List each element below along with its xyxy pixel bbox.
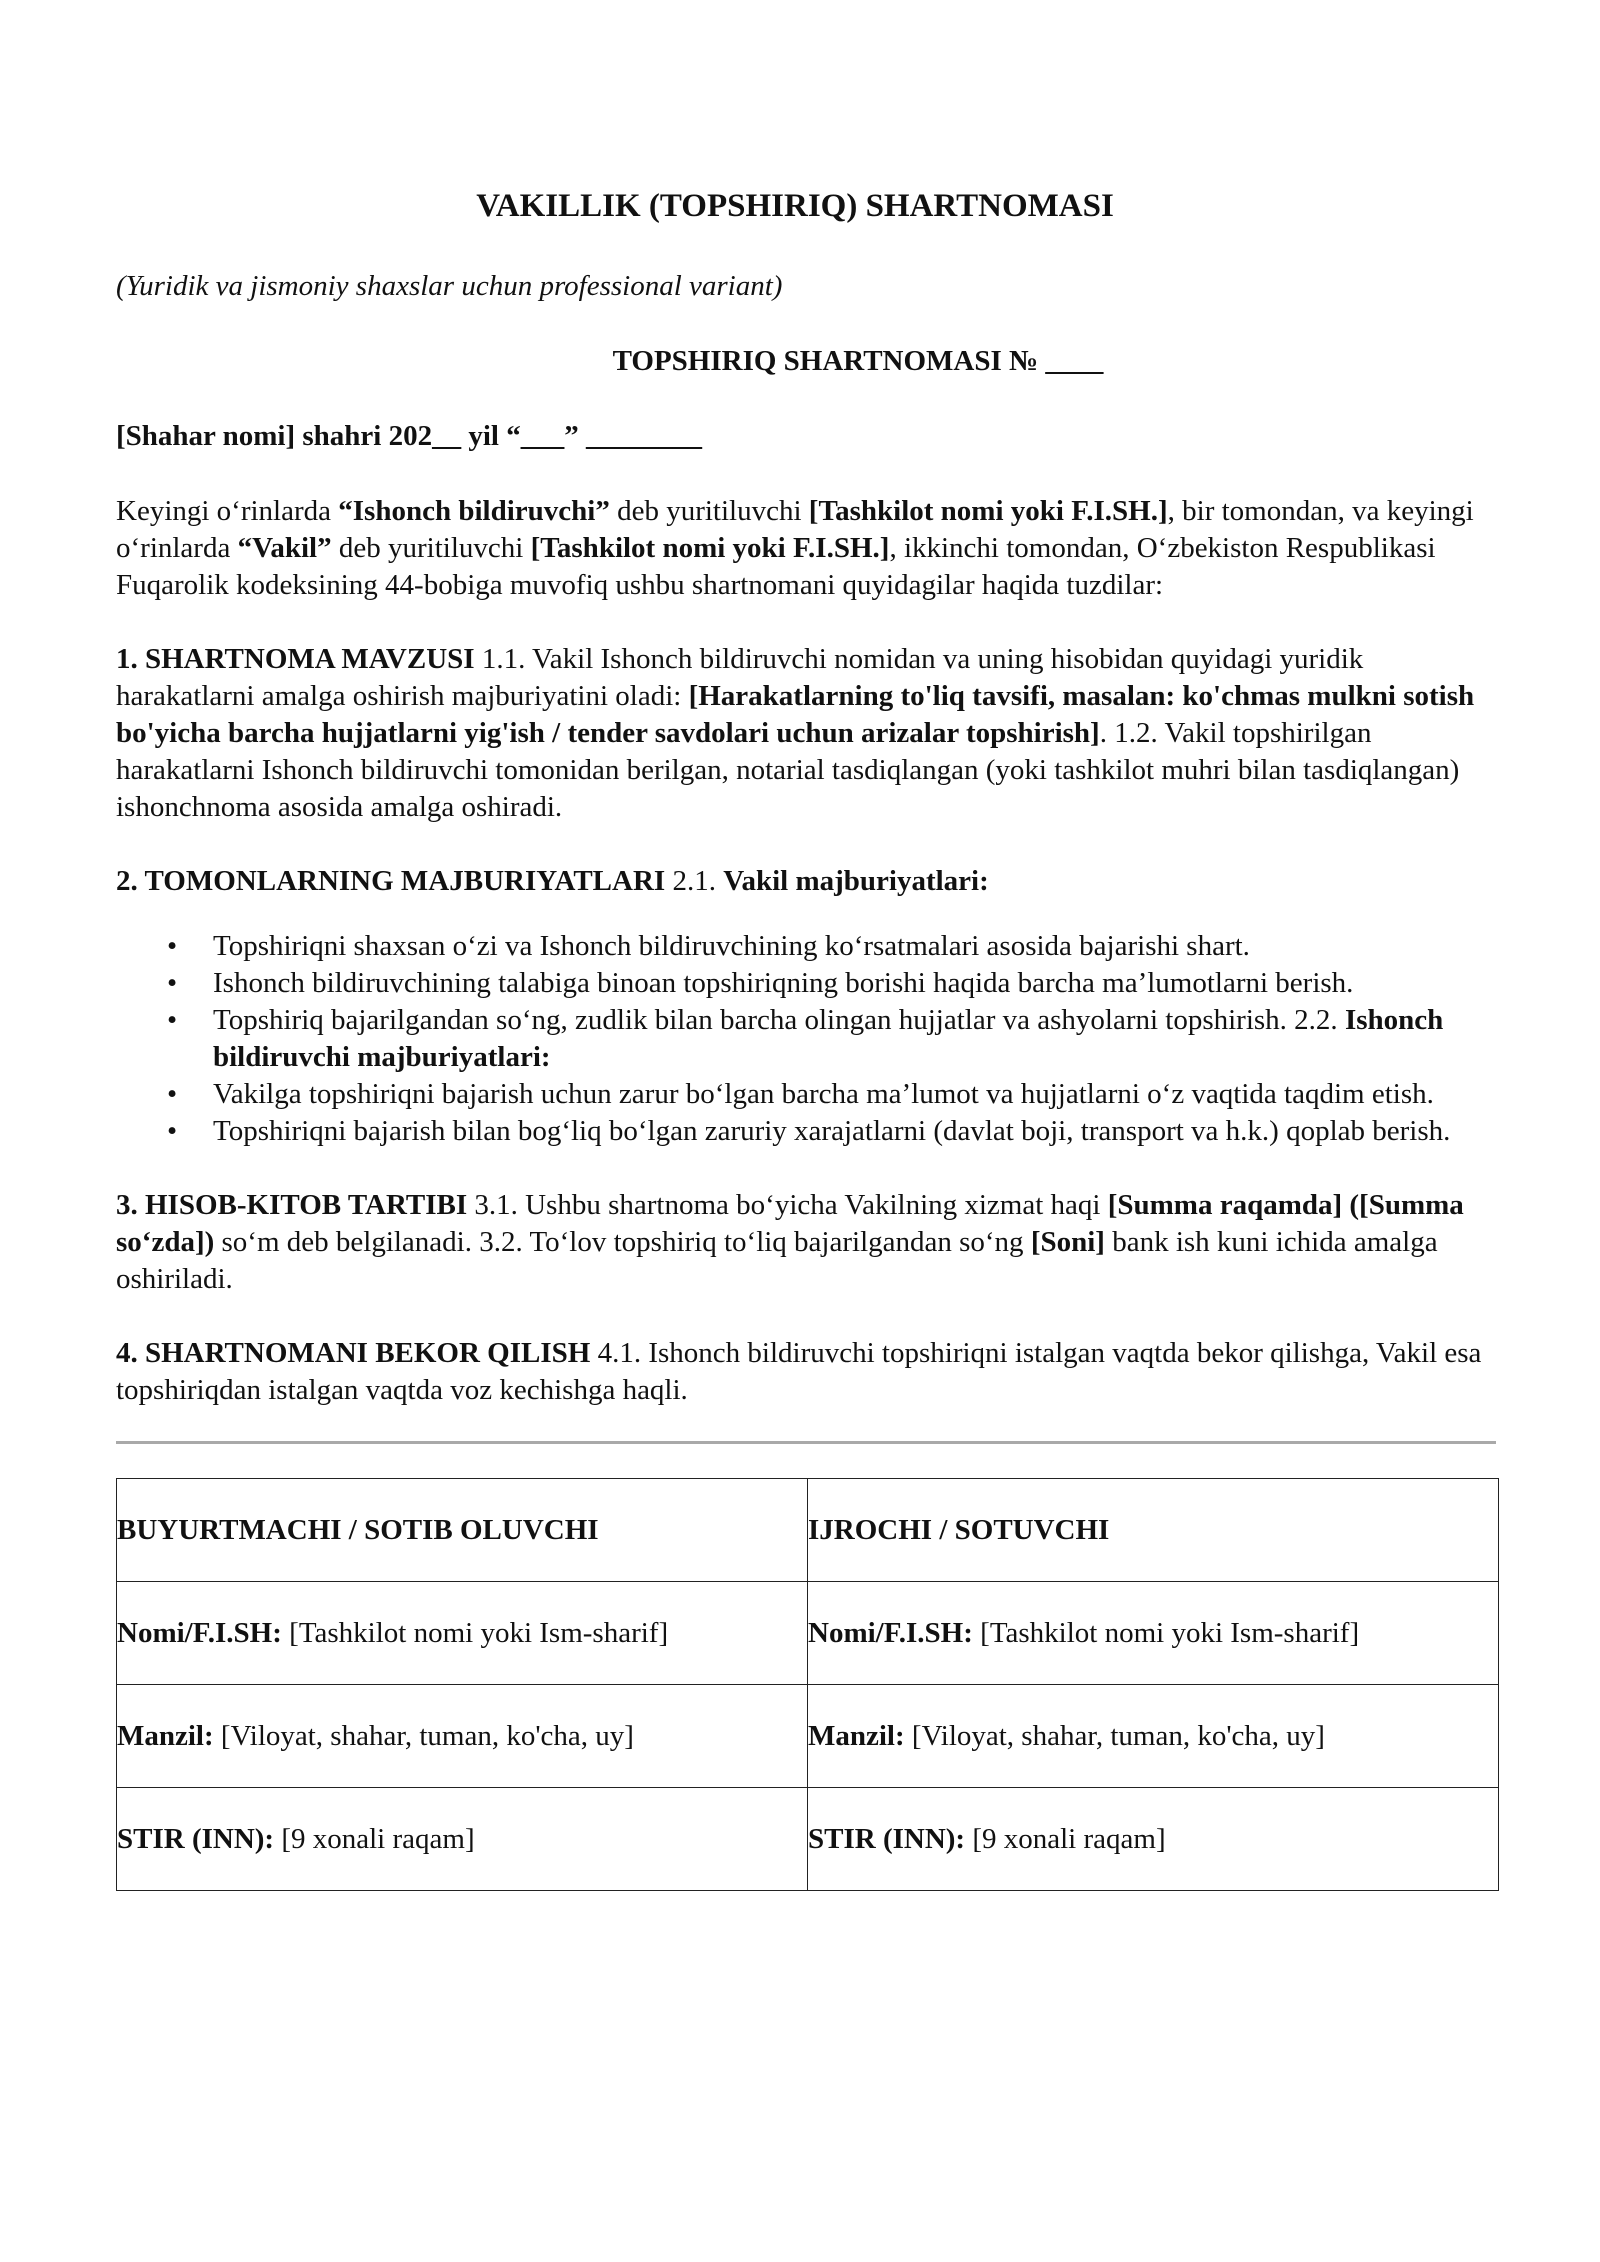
- section-1-placeholder: [Harakatlarning to'liq tavsifi, masalan: ko'chmas mulkni sotish bo'yicha barcha hujjatlarni yig'ish / tender savdolari uchun arizalar topshirish]: [116, 680, 1475, 749]
- section-3-text: bank ish kuni ichida amalga oshiriladi.: [116, 1226, 1438, 1295]
- intro-text: Keyingi o‘rinlarda: [116, 495, 339, 527]
- document-subtitle: (Yuridik va jismoniy shaxslar uchun professional variant): [116, 270, 783, 302]
- field-label: STIR (INN):: [117, 1822, 275, 1855]
- section-4: [116, 1335, 1496, 1409]
- section-3: [116, 1187, 1496, 1298]
- field-label: STIR (INN):: [808, 1822, 966, 1855]
- intro-principal-term: “Ishonch bildiruvchi”: [338, 495, 610, 527]
- table-cell: [808, 1788, 1499, 1891]
- table-cell: [117, 1479, 808, 1582]
- section-4-heading: 4. SHARTNOMANI BEKOR QILISH: [116, 1337, 591, 1369]
- field-value: [9 xonali raqam]: [965, 1822, 1166, 1855]
- table-cell: [808, 1582, 1499, 1685]
- field-value: [Viloyat, shahar, tuman, ko'cha, uy]: [213, 1719, 634, 1752]
- intro-text: , bir tomondan, va keyingi o‘rinlarda: [116, 495, 1474, 564]
- table-cell: [117, 1582, 808, 1685]
- field-value: [Tashkilot nomi yoki Ism-sharif]: [972, 1616, 1360, 1649]
- intro-text: deb yuritiluvchi: [609, 495, 809, 527]
- intro-paragraph: [116, 493, 1496, 604]
- intro-agent-placeholder: [Tashkilot nomi yoki F.I.SH.]: [530, 532, 890, 564]
- seller-header: IJROCHI / SOTUVCHI: [808, 1513, 1110, 1546]
- parties-table: [116, 1478, 1499, 1891]
- field-value: [Viloyat, shahar, tuman, ko'cha, uy]: [904, 1719, 1325, 1752]
- intro-principal-placeholder: [Tashkilot nomi yoki F.I.SH.]: [808, 495, 1168, 527]
- section-1-heading: 1. SHARTNOMA MAVZUSI: [116, 643, 475, 675]
- intro-text: deb yuritiluvchi: [331, 532, 531, 564]
- section-3-text: so‘m deb belgilanadi. 3.2. To‘lov topshiriq to‘liq bajarilgandan so‘ng: [214, 1226, 1031, 1258]
- city-date-line: [Shahar nomi] shahri 202__ yil “___” ________: [116, 420, 702, 452]
- intro-agent-term: “Vakil”: [237, 532, 332, 564]
- section-1-text: 1.1. Vakil Ishonch bildiruvchi nomidan va uning hisobidan quyidagi yuridik harakatlarni amalga oshirish majburiyatini oladi:: [116, 643, 1364, 712]
- section-1-text: . 1.2. Vakil topshirilgan harakatlarni Ishonch bildiruvchi tomonidan berilgan, notarial tasdiqlangan (yoki tashkilot muhri bilan tasdiqlangan) ishonchnoma asosida amalga oshiradi.: [116, 717, 1460, 823]
- section-2-subheading: Vakil majburiyatlari:: [723, 865, 989, 897]
- list-item: [213, 1002, 1496, 1076]
- buyer-header: BUYURTMACHI / SOTIB OLUVCHI: [117, 1513, 599, 1546]
- document-body: [116, 186, 1496, 1891]
- field-label: Manzil:: [117, 1719, 214, 1752]
- field-label: Manzil:: [808, 1719, 905, 1752]
- list-item: • Topshiriqni bajarish bilan bog‘liq bo‘lgan zaruriy xarajatlarni (davlat boji, transport va h.k.) qoplab berish.: [213, 1113, 1496, 1150]
- section-2: [116, 863, 1496, 900]
- field-value: [9 xonali raqam]: [274, 1822, 475, 1855]
- table-row: [117, 1582, 1499, 1685]
- table-cell: [117, 1788, 808, 1891]
- section-3-text: 3.1. Ushbu shartnoma bo‘yicha Vakilning xizmat haqi: [467, 1189, 1108, 1221]
- list-item: • Ishonch bildiruvchining talabiga binoan topshiriqning borishi haqida barcha ma’lumotlarni berish.: [213, 965, 1496, 1002]
- table-row: [117, 1685, 1499, 1788]
- intro-text: , ikkinchi tomondan, O‘zbekiston Respublikasi Fuqarolik kodeksining 44-bobiga muvofiq ushbu shartnomani quyidagilar haqida tuzdilar:: [116, 532, 1436, 601]
- section-2-heading: 2. TOMONLARNING MAJBURIYATLARI: [116, 865, 666, 897]
- obligations-list: [116, 928, 1496, 1150]
- field-label: Nomi/F.I.SH:: [117, 1616, 282, 1649]
- section-2-text: 2.1.: [665, 865, 724, 897]
- section-3-placeholder: [Summa raqamda] ([Summa so‘zda]): [116, 1189, 1464, 1258]
- list-item: • Topshiriqni shaxsan o‘zi va Ishonch bildiruvchining ko‘rsatmalari asosida bajarishi shart.: [213, 928, 1496, 965]
- section-1: [116, 641, 1496, 826]
- document-title: VAKILLIK (TOPSHIRIQ) SHARTNOMASI: [476, 188, 1114, 224]
- table-cell: [808, 1479, 1499, 1582]
- table-row: [117, 1479, 1499, 1582]
- section-4-text: 4.1. Ishonch bildiruvchi topshiriqni istalgan vaqtda bekor qilishga, Vakil esa topshiriqdan istalgan vaqtda voz kechishga haqli.: [116, 1337, 1482, 1406]
- contract-number: TOPSHIRIQ SHARTNOMASI № ____: [612, 345, 1104, 377]
- field-value: [Tashkilot nomi yoki Ism-sharif]: [281, 1616, 669, 1649]
- table-row: [117, 1788, 1499, 1891]
- list-item: • Vakilga topshiriqni bajarish uchun zarur bo‘lgan barcha ma’lumot va hujjatlarni o‘z vaqtida taqdim etish.: [213, 1076, 1496, 1113]
- horizontal-divider: [116, 1441, 1496, 1444]
- section-3-placeholder: [Soni]: [1030, 1226, 1105, 1258]
- field-label: Nomi/F.I.SH:: [808, 1616, 973, 1649]
- table-cell: [117, 1685, 808, 1788]
- list-item-text: Topshiriq bajarilgandan so‘ng, zudlik bilan barcha olingan hujjatlar va ashyolarni topshirish. 2.2.: [213, 1004, 1338, 1036]
- table-cell: [808, 1685, 1499, 1788]
- section-3-heading: 3. HISOB-KITOB TARTIBI: [116, 1189, 468, 1221]
- list-item-subheading: Ishonch bildiruvchi majburiyatlari:: [213, 1004, 1444, 1073]
